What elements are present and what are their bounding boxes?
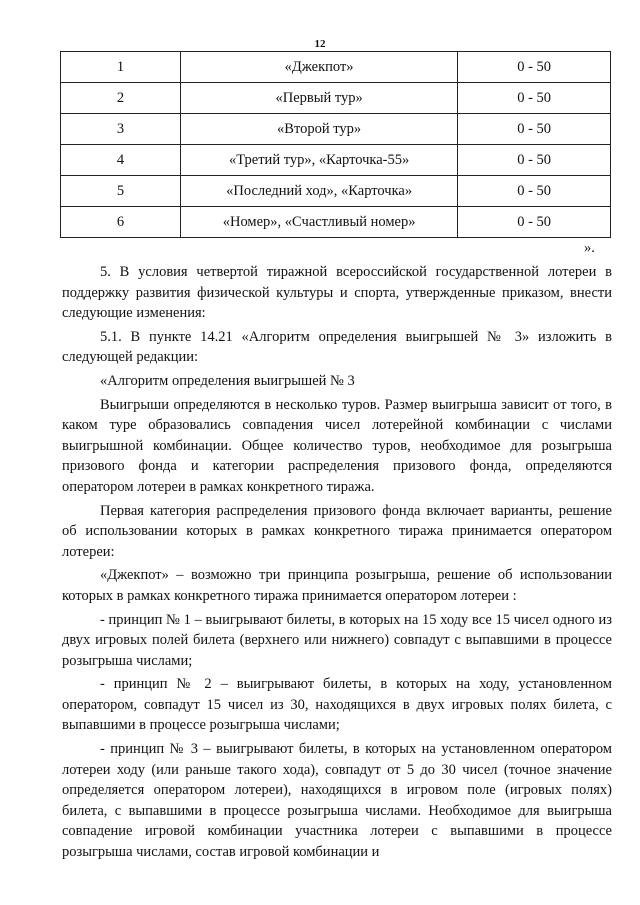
percent-range: 0 - 50: [458, 52, 611, 83]
row-number: 1: [61, 52, 181, 83]
percent-range: 0 - 50: [458, 176, 611, 207]
percent-range: 0 - 50: [458, 83, 611, 114]
row-number: 5: [61, 176, 181, 207]
percent-range: 0 - 50: [458, 207, 611, 238]
paragraph-principle-1: - принцип № 1 – выигрывают билеты, в которых на 15 ходу все 15 чисел одного из двух игровых полей билета (верхнего или нижнего) совпадут с выпавшими в процессе розыгрыша числами;: [62, 611, 612, 669]
table-row: [61, 83, 611, 114]
game-name: «Последний ход», «Карточка»: [180, 176, 457, 207]
game-name: «Джекпот»: [180, 52, 457, 83]
table-row: [61, 114, 611, 145]
paragraph-principle-2: - принцип № 2 – выигрывают билеты, в которых на ходу, установленном оператором, совпадут 15 чисел из 30, находящихся в двух игровых полях билета, с выпавшими в процессе розыгрыша числами;: [62, 676, 612, 734]
game-name: «Номер», «Счастливый номер»: [180, 207, 457, 238]
paragraph-principle-3: - принцип № 3 – выигрывают билеты, в которых на установленном оператором лотереи ходу (или раньше такого хода), совпадут от 5 до 30 чисел (точное значение определяется оператором лотереи), находящихся в игровом поле (игровых полях) билета, с выпавшими в процессе розыгрыша числами. Необходимое для выигрыша совпадение игровой комбинации участника лотереи с выпавшими в процессе розыгрыша числами, состав игровой комбинации и: [62, 741, 612, 861]
document-body: [62, 262, 612, 866]
table-row: [61, 145, 611, 176]
percent-range: 0 - 50: [458, 145, 611, 176]
game-name: «Третий тур», «Карточка-55»: [180, 145, 457, 176]
table-row: [61, 52, 611, 83]
paragraph-jackpot: «Джекпот» – возможно три принципа розыгрыша, решение об использовании которых в рамках конкретного тиража принимается оператором лотереи :: [62, 567, 612, 604]
row-number: 6: [61, 207, 181, 238]
paragraph-first-category: Первая категория распределения призового фонда включает варианты, решение об использовании которых в рамках конкретного тиража принимается оператором лотереи:: [62, 502, 612, 560]
paragraph-amendment-5-1: 5.1. В пункте 14.21 «Алгоритм определения выигрышей № 3» изложить в следующей редакции:: [62, 328, 612, 366]
section-heading: «Алгоритм определения выигрышей № 3: [100, 372, 355, 389]
table-closing-quote: ».: [584, 240, 595, 256]
row-number: 4: [61, 145, 181, 176]
paragraph-amendment-5: 5. В условия четвертой тиражной всероссийской государственной лотереи в поддержку развития физической культуры и спорта, утвержденные приказом, внести следующие изменения:: [62, 264, 612, 322]
prize-category-table: [60, 51, 611, 238]
table-row: [61, 176, 611, 207]
table-row: [61, 207, 611, 238]
row-number: 3: [61, 114, 181, 145]
paragraph-rounds: Выигрыши определяются в несколько туров. Размер выигрыша зависит от того, в каком туре образовались совпадения чисел лотерейной комбинации с числами выигрышной комбинации. Общее количество туров, необходимое для розыгрыша призового фонда и категории распределения призового фонда, определяются оператором лотереи в рамках конкретного тиража.: [62, 396, 612, 495]
page-number: 12: [314, 38, 326, 50]
percent-range: 0 - 50: [458, 114, 611, 145]
game-name: «Второй тур»: [180, 114, 457, 145]
row-number: 2: [61, 83, 181, 114]
game-name: «Первый тур»: [180, 83, 457, 114]
